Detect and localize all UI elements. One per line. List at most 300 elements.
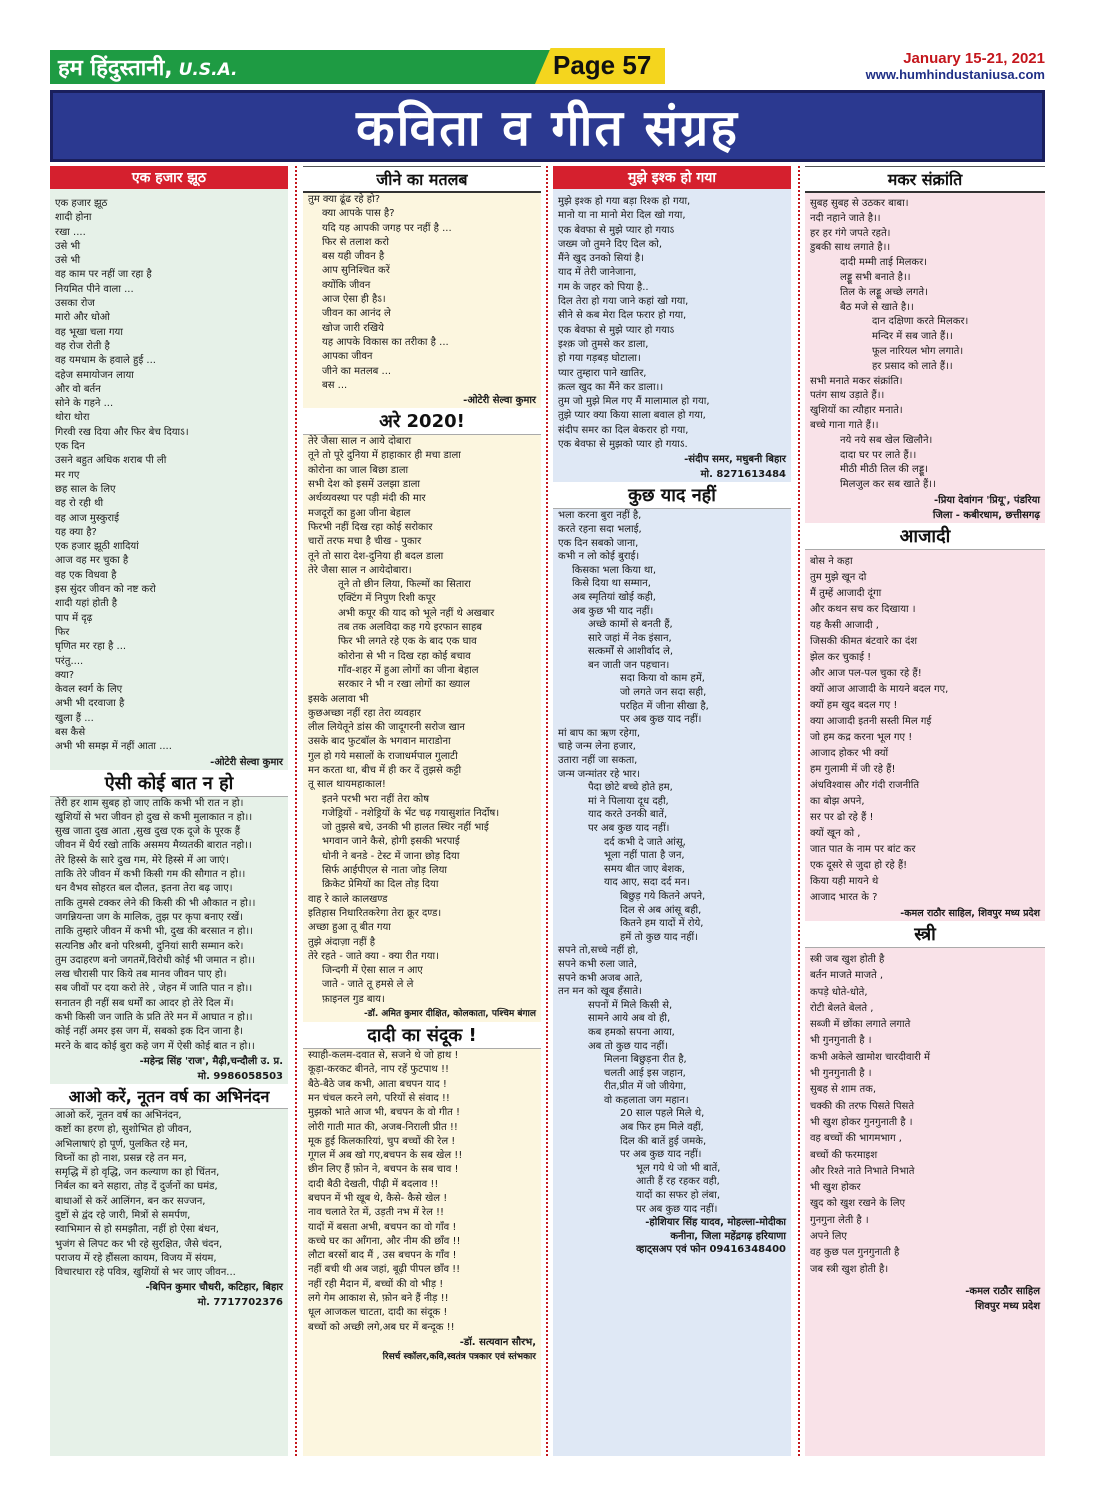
poem-line: अभी कपूर की याद को भूले नहीं थे अखबार [338, 607, 495, 619]
poem-author: -कमल राठौर साहिल [965, 1285, 1040, 1297]
poem-line: तूने तो पूरे दुनिया में हाहाकार ही मचा डाला [308, 450, 461, 462]
poem-line: क्यों हम खुद बदल गए ! [810, 699, 898, 711]
poem-line: भी खुश होकर गुनगुनाती है । [810, 1116, 913, 1128]
poem-line: लौटा बरसों बाद मैं , उस बचपन के गाँव ! [308, 1250, 457, 1262]
poem-line: कुछअच्छा नहीं रहा तेरा व्यवहार [308, 707, 421, 719]
poem-line: आजाद होकर भी क्यों [810, 747, 889, 759]
poem-line: वाह रे काले कालखण्ड [308, 893, 388, 905]
poem-line: सरकार ने भी न रखा लोगों का ख्याल [338, 679, 470, 691]
poem-author-phone: मो. 7717702376 [197, 1297, 283, 1309]
poem-line: धूल आजकल चाटता, दादी का संदूक ! [308, 1307, 448, 1319]
poem-line: आओ करें, नूतन वर्ष का अभिनंदन, [55, 1109, 182, 1121]
poem-line: तेरे रहते - जाते क्या - क्या रीत गया। [308, 950, 439, 962]
poem-author: -कमल राठौर साहिल, शिवपुर मध्य प्रदेश [900, 907, 1040, 919]
poem-line: और कथन सच कर दिखाया । [810, 603, 916, 615]
poem-line: वह यमधाम के हवाले हुई ... [55, 355, 156, 367]
poem-line: जख्म जो तुमने दिए दिल को, [558, 238, 663, 250]
poem-line: और वो बर्तन [55, 383, 101, 395]
poem-line: दादी बैठी देखती, पीढ़ी में बदलाव !! [308, 1178, 439, 1190]
poem-line: सुबह से शाम तक, [810, 1084, 877, 1096]
poem-line: लख चौरासी पार किये तब मानव जीवन पाए हो। [55, 969, 227, 981]
poem-line: पराजय में रहे हौंसला कायम, विजय में संयम, [55, 1252, 217, 1264]
issue-date: January 15-21, 2021 [903, 50, 1045, 67]
poem-are-2020 [308, 435, 536, 1022]
poem-line: तेरे जैसा साल न आयेदोबारा। [308, 564, 412, 576]
poem-line: केवल स्वर्ग के लिए [55, 684, 123, 696]
poem-line: इस सुंदर जीवन को नष्ट करो [55, 584, 156, 596]
poem-line: कोरोना का जाल बिछा डाला [308, 464, 409, 476]
poem-line: नियमित पीने वाला ... [55, 283, 134, 295]
poem-line: इतिहास निधारितकरेगा तेरा क्रूर दण्ड। [308, 907, 442, 919]
poem-line: बर्तन माजते माजते , [810, 970, 884, 982]
poem-line: चक्की की तरफ पिसते पिसते [810, 1100, 915, 1112]
poem-line: दान दक्षिणा करते मिलकर। [872, 316, 969, 328]
poem-line: मन चंचल करने लगे, परियों से संवाद !! [308, 1092, 450, 1104]
poem-line: भी गुनगुनाती है । [810, 1035, 872, 1047]
poem-line: उतारा नहीं जा सकता, [558, 755, 638, 767]
poem-line: इतने परभी भरा नहीं तेरा कोष [322, 793, 430, 805]
poem-line: जन्म जन्मांतर रहे भार। [558, 768, 640, 780]
poem-line: तुम क्या ढूंढ रहे हो? [308, 194, 381, 205]
poem-line: सोने के गहने ... [55, 398, 114, 410]
poem-line: उसे भी [55, 255, 81, 267]
poem-author: -डॉ. सत्यवान सौरभ, [459, 1336, 536, 1348]
brand-name [58, 52, 238, 82]
poem-line: सभी मनाते मकर संक्रांति। [810, 375, 903, 387]
column-divider [546, 166, 548, 1456]
column-4 [805, 166, 1045, 1456]
poem-line: सारे जहां में नेक इंसान, [588, 632, 672, 644]
poem-line: दादी मम्मी ताई मिलकर। [840, 257, 927, 269]
poem-line: खुशियों से भरा जीवन हो दुख से कभी मुलाकात न हो।। [55, 811, 253, 823]
poem-line: बन जाती जन पहचान। [588, 659, 670, 671]
poem-line: करते रहना सदा भलाई, [558, 523, 642, 535]
poem-line: खुला हैं ... [55, 712, 94, 724]
poem-line: कितने हम यादों में रोये, [620, 918, 704, 930]
poem-line: निर्बल का बने सहारा, तोड़ दें दुर्जनों का घमंड, [55, 1181, 218, 1193]
poem-line: रखा .... [55, 226, 86, 238]
brand-text: हम हिंदुस्तानी, [58, 56, 173, 81]
poem-line: सब्जी में छोंका लगाते लगाते [810, 1019, 911, 1031]
poem-makar-sankranti [810, 197, 1040, 523]
poem-line: फ़ाइनल गुड बाय। [322, 993, 385, 1005]
poem-line: उसका रोज [55, 298, 95, 310]
poem-line: गम के जहर को पिया है.. [558, 281, 649, 293]
poem-line: समृद्धि में हो वृद्धि, जन कल्याण का हो चिंतन, [55, 1167, 220, 1179]
poem-author: -प्रिया देवांगन 'प्रियू', पंडरिया [933, 494, 1040, 506]
poem-line: तूने तो सारा देश-दुनिया ही बदल डाला [308, 550, 444, 562]
poem-line: मन करता था, बीच में ही कर दें तुझसे कट्टी [308, 764, 462, 776]
poem-line: कभी न लो कोई बुराई। [558, 551, 640, 563]
column-3 [553, 166, 791, 1456]
poem-line: अर्थव्यवस्था पर पड़ी मंदी की मार [308, 493, 426, 505]
poem-line: मानो या ना मानो मेरा दिल खो गया, [558, 210, 686, 222]
poem-line: एक हजार झूठ [55, 198, 108, 209]
poem-line: तेरी हर शाम सुबह हो जाए ताकि कभी भी रात न हो। [55, 797, 244, 809]
poem-line: यदि यह आपकी जगह पर नहीं है ... [322, 222, 452, 234]
poem-line: खुशियों का त्यौहार मनाते। [810, 405, 903, 417]
poem-line: जिसकी कीमत बंटवारे का दंश [810, 635, 918, 647]
poem-line: मर गए [55, 469, 80, 481]
poem-line: अब फिर हम मिले वहीं, [620, 1122, 704, 1134]
poem-jeene-ka-matlab [308, 193, 536, 408]
poem-line: सुबह सुबह से उठकर बाबा। [810, 198, 909, 209]
poem-line: तिल के लड्डू अच्छे लगते। [840, 286, 928, 298]
poem-title: जीने का मतलब [303, 166, 541, 193]
poem-line: मन्दिर में सब जाते हैं।। [872, 331, 953, 343]
poem-line: गुल हो गये मसालों के राजाधर्मपाल गुलाटी [308, 750, 458, 762]
poem-line: चारों तरफ मचा है चीख - पुकार [308, 536, 422, 548]
poem-koi-baat [55, 797, 283, 1084]
poem-line: तुम उदाहरण बनो जगतमें,विरोधी कोई भी जमात न हो।। [55, 954, 255, 966]
poem-line: क्या? [55, 669, 75, 681]
poem-line: गजेड्रियों - नशेड्रियों के भेंट चढ़ गयासुशांत निर्दोष। [322, 807, 500, 819]
poem-line: फिर से तलाश करो [322, 236, 389, 248]
poem-line: मिलजुल कर सब खाते हैं।। [840, 479, 936, 491]
poem-line: वो कहलाता जग महान। [604, 1094, 689, 1106]
poem-line: मीठी मीठी तिल की लड्डू। [840, 464, 928, 476]
poem-line: सपने कभी रुला जाते, [558, 958, 638, 970]
poem-line: सुख जाता दुख आता ,सुख दुख एक दूजे के पूरक हैं [55, 826, 241, 838]
poem-line: लड्डू सभी बनाते है।। [840, 271, 911, 283]
poem-line: किसका भला किया था, [572, 564, 657, 576]
poem-line: वह बच्चों की भागमभाग , [810, 1133, 902, 1145]
poem-line: एक हजार झूठी शादियां [55, 541, 139, 553]
poem-line: छह साल के लिए [55, 483, 116, 495]
poem-author: -ओटेरी सेल्वा कुमार [463, 395, 536, 407]
poem-line: फिरभी नहीं दिख रहा कोई सरोकार [308, 521, 433, 533]
poem-line: मूक हुई किलकारियां, चुप बच्चों की रेल ! [308, 1135, 456, 1147]
poem-line: आजाद भारत के ? [810, 891, 878, 903]
poem-author: -महेन्द्र सिंह 'राज', मैढ़ी,चन्दौली उ. प्र. [139, 1055, 283, 1067]
poem-line: शादी होना [55, 212, 92, 224]
poem-line: हमें तो कुछ याद नहीं। [620, 931, 698, 943]
poem-line: जगन्नियन्ता जग के मालिक, तुझ पर कृपा बनाए रखें। [55, 911, 243, 923]
poem-line: क्या आजादी इतनी सस्ती मिल गई [810, 715, 932, 727]
poem-line: जो लगते जन सदा सही, [620, 687, 707, 699]
poem-stree [810, 952, 1040, 1314]
poem-line: उसने बहुत अधिक शराब पी ली [55, 455, 167, 467]
poem-line: कच्चे घर का आँगना, और नीम की छाँव !! [308, 1235, 461, 1247]
poem-title: मुझे इश्क हो गया [553, 166, 791, 189]
poem-line: बस ... [322, 379, 348, 391]
poem-line: बैठे-बैठे जब कभी, आता बचपन याद ! [308, 1078, 447, 1090]
poem-line: सभी देश को इसमें उलझा डाला [308, 479, 421, 491]
poem-line: कष्टों का हरण हो, सुशोभित हो जीवन, [55, 1124, 192, 1136]
poem-line: स्याही-कलम-दवात से, सजने थे जो हाथ ! [308, 1050, 459, 1062]
poem-line: क़त्ल खुद का मैंने कर डाला।। [558, 381, 664, 393]
poem-line: नाव चलाते रेत में, उड़ती नभ में रेल !! [308, 1207, 445, 1219]
brand-suffix: U.S.A. [178, 60, 238, 80]
poem-line: ताकि तुम्हारे जीवन में कभी भी, दुख की बरसात न हो।। [55, 926, 253, 938]
poem-line: भुजंग से लिपट कर भी रहे सुरक्षित, जैसे चंदन, [55, 1238, 223, 1250]
poem-line: तुम मुझे खून दो [810, 571, 867, 583]
poem-line: जीने का मतलब ... [322, 365, 392, 377]
poem-line: उसके बाद फुटबॉल के भगवान माराडोना [308, 736, 451, 748]
poem-line: अब तो कुछ याद नहीं। [588, 1040, 668, 1052]
poem-line: सत्कर्मों से आशीर्वाद ले, [588, 646, 674, 658]
poem-author-detail: जिला - कबीरधाम, छत्तीसगढ़ [932, 509, 1040, 521]
poem-nutan-varsh [55, 1109, 283, 1311]
poem-author: -ओटेरी सेल्वा कुमार [210, 756, 283, 768]
poem-line: मारो और धोओ [55, 312, 110, 324]
poem-line: का बोझ अपने, [810, 795, 865, 807]
poem-line: नये नये सब खेल खिलौने। [840, 434, 933, 446]
poem-line: अंधविश्वास और गंदी राजनीति [810, 779, 920, 791]
poem-line: जीवन में धैर्य रखो ताकि असमय मैय्यतकी बारात नहो।। [55, 840, 252, 852]
poem-line: छीन लिए हैं फ़ोन ने, बचपन के सब चाव ! [308, 1164, 459, 1176]
poem-line: वह आज मुस्कुराई [55, 512, 120, 524]
section-banner [50, 90, 1045, 162]
poem-title: मकर संक्रांति [805, 166, 1045, 193]
poem-line: और रिश्ते नाते निभाते निभाते [810, 1165, 915, 1177]
poem-line: बैठ मजे से खाते है।। [840, 301, 914, 313]
poem-line: विघ्नों का हो नाश, प्रसन्न रहे तन मन, [55, 1152, 187, 1164]
poem-line: जाते - जाते तू हमसे ले ले [322, 979, 414, 991]
poem-line: यह कैसी आजादी , [810, 619, 879, 631]
website-link[interactable]: www.humhindustaniusa.com [865, 67, 1045, 82]
poem-author-phone: मो. 9986058503 [197, 1070, 283, 1082]
poem-line: वह कुछ पल गुनगुनाती है [810, 1247, 900, 1259]
poem-line: ताकि तेरे जीवन में कभी किसी गम की सौगात न हो।। [55, 869, 246, 881]
poem-line: तूने तो छीन लिया, फिल्मों का सितारा [338, 579, 471, 591]
poem-line: स्वाभिमान से हो समझौता, नहीं हो ऐसा बंधन, [55, 1224, 219, 1236]
poem-line: हम गुलामी में जी रहे हैं! [810, 763, 896, 775]
poem-line: चलती आई इस जहान, [604, 1067, 686, 1079]
poem-line: गुनगुना लेती है । [810, 1214, 869, 1226]
poem-line: तब तक अलविदा कह गये इरफान साहब [338, 622, 482, 634]
poem-dadi-sandook [308, 1049, 536, 1365]
poem-line: दुष्टों से द्वंद रहे जारी, मित्रों से समर्पण, [55, 1210, 191, 1221]
poem-line: रीत,प्रीत में जो जीयेगा, [604, 1081, 687, 1093]
poem-title: आओ करें, नूतन वर्ष का अभिनंदन [50, 1084, 288, 1109]
poem-line: कोई नहीं अमर इस जग में, सबको इक दिन जाना है। [55, 1026, 244, 1038]
poem-line: दादा घर पर लाते हैं।। [840, 449, 917, 461]
poem-line: दहेज समायोजन लाया [55, 369, 134, 381]
poem-line: पाप में दृढ़ [55, 612, 93, 624]
column-1 [50, 166, 288, 1456]
poem-line: घृणित मर रहा है ... [55, 641, 127, 653]
poem-line: झेल कर चुकाई ! [810, 651, 872, 663]
poem-line: सनातन ही नहीं सब धर्मों का आदर हो तेरे दिल में। [55, 997, 234, 1009]
poem-line: पर अब कुछ याद नहीं। [588, 823, 670, 834]
poem-line: एक बेवफा से मुझको प्यार हो गयाऽ. [558, 439, 688, 451]
poem-line: कपड़े धोते-धोते, [810, 986, 868, 998]
poem-line: क्योंकि जीवन [322, 279, 371, 291]
poem-line: बस यही जीवन है [322, 251, 385, 263]
poem-line: बचपन में भी खूब थे, कैसे- कैसे खेल ! [308, 1193, 448, 1204]
poem-line: भूला नहीं पाता है जन, [604, 850, 685, 862]
poem-line: पतंग साथ उड़ाते हैं।। [810, 390, 885, 402]
poem-line: इश्क़ जो तुमसे कर डाला, [558, 338, 649, 350]
poem-title: दादी का संदूक ! [303, 1022, 541, 1049]
poem-line: भगवान जाने कैसे, होगी इसकी भरपाई [322, 836, 460, 848]
poem-line: नहीं रही मैदान में, बच्चों की वो भीड़ ! [308, 1278, 444, 1290]
poem-aazadi [810, 554, 1040, 921]
poem-line: तू साल थायमहाकाल! [308, 779, 386, 791]
poem-line: याद में तेरी जानेजाना, [558, 267, 637, 279]
section-title: कविता व गीत संग्रह [356, 99, 739, 157]
poem-title: एक हजार झूठ [50, 166, 288, 189]
poem-line: समय बीत जाए बेशक, [604, 863, 685, 875]
poem-line: कभी किसी जन जाति के प्रति तेरे मन में आघात न हो।। [55, 1012, 253, 1024]
poem-line: हो गया गड़बड़ घोटाला। [558, 353, 641, 365]
poem-line: आती हैं रह रहकर वही, [636, 1176, 720, 1188]
poem-line: सत्यनिष्ठ और बनो परिश्रमी, दुनियां सारी सम्मान करे। [55, 940, 244, 952]
poem-line: एक बेवफा से मुझे प्यार हो गयाऽ [558, 224, 675, 236]
poem-line: क्रिकेट प्रेमियों का दिल तोड़ दिया [322, 879, 439, 891]
poem-line: जब स्त्री खुश होती है। [810, 1263, 889, 1275]
poem-line: पर अब कुछ याद नहीं। [620, 714, 702, 726]
poem-line: डुबकी साथ लगाते है।। [810, 242, 891, 254]
poem-line: एक दूसरे से जुदा हो रहे हैं! [810, 859, 908, 871]
poem-line: एक बेवफा से मुझे प्यार हो गयाऽ [558, 324, 675, 336]
column-divider [798, 166, 800, 1456]
poem-line: भी गुनगुनाती है । [810, 1068, 872, 1080]
poem-line: अच्छा हुआ तू बीत गया [308, 922, 391, 934]
poem-line: दिल की बातें हुई जमके, [620, 1135, 707, 1147]
poem-line: 20 साल पहले मिले थे, [620, 1108, 705, 1120]
poem-line: फिर [55, 626, 70, 638]
poem-line: सीने से कब मेरा दिल फरार हो गया, [558, 310, 687, 322]
poem-line: सदा किया वो काम हमें, [620, 673, 705, 685]
poem-line: मां ने पिलाया दूध दही, [588, 795, 669, 807]
poem-line: वह एक विधवा है [55, 569, 117, 581]
poem-line: क्यों आज आजादी के मायने बदल गए, [810, 683, 949, 695]
poem-line: तुम जो मुझे मिल गए मैं मालामाल हो गया, [558, 396, 710, 408]
poem-line: भी खुश होकर [810, 1182, 861, 1194]
poem-line: यादों का सफर हो लंबा, [636, 1190, 720, 1202]
poem-line: मां बाप का ऋण रहेगा, [558, 727, 641, 739]
poem-line: लील लियेतूने डांस की जादूगरनी सरोज खान [308, 722, 465, 734]
poem-line: वह काम पर नहीं जा रहा है [55, 269, 152, 281]
poem-line: लोरी गाती मात की, अजब-निराली प्रीत !! [308, 1121, 458, 1133]
poem-line: जिन्दगी में ऐसा साल न आए [322, 965, 423, 977]
poem-author-phone: व्हाट्सअप एवं फोन 09416348400 [636, 1244, 786, 1256]
poem-line: संदीप समर का दिल बेकरार हो गया, [558, 424, 689, 436]
poem-ishq-ho-gaya [558, 195, 786, 482]
poem-line: गूगल में अब खो गए,बचपन के सब खेल !! [308, 1150, 463, 1162]
poem-line: इसके अलावा भी [308, 693, 369, 705]
poem-author: -होशियार सिंह यादव, मोहल्ला-मोदीका [645, 1217, 786, 1229]
poem-kuch-yaad [558, 509, 786, 1257]
poem-line: यह क्या है? [55, 526, 97, 538]
poem-line: गिरवी रख दिया और फिर बेच दियाऽ। [55, 426, 189, 438]
poem-line: याद आए, सदा दर्द मन। [604, 877, 690, 889]
poem-line: तेरे हिस्से के सारे दुख गम, मेरे हिस्से में आ जाएं। [55, 854, 229, 866]
poem-line: आज वह मर चुका है [55, 555, 129, 567]
poem-title: ऐसी कोई बात न हो [50, 770, 288, 797]
poem-line: गाँव-शहर में हुआ लोगों का जीना बेहाल [338, 664, 479, 676]
poem-line: सर पर ढो रहे हैं ! [810, 811, 874, 823]
poem-author-detail: रिसर्च स्कॉलर,कवि,स्वतंत्र पत्रकार एवं स्तंभकार [382, 1351, 536, 1362]
poem-line: बच्चों को अच्छी लगे,अब घर में बन्दूक !! [308, 1321, 455, 1333]
poem-line: पैदा छोटे बच्चे होते हम, [588, 782, 673, 794]
poem-line: दर्द कभी दे जाते आंसू, [604, 836, 686, 848]
poem-line: क्या आपके पास है? [322, 208, 395, 220]
poem-author: -बिपिन कुमार चौधरी, कटिहार, बिहार [145, 1282, 283, 1294]
poem-line: किसे दिया था सम्मान, [572, 578, 651, 590]
poem-line: हर प्रसाद को लाते हैं।। [872, 360, 953, 372]
poem-line: परंतु.... [55, 655, 84, 667]
poem-line: और आज पल-पल चुका रहे हैं! [810, 667, 922, 679]
poem-line: विचारधारा रहे पवित्र, खुशियों से भर जाए जीवन... [55, 1267, 236, 1279]
poem-line: बच्चे गाना गाते हैं।। [810, 419, 879, 431]
poem-line: यह आपके विकास का तरीका है ... [322, 336, 449, 348]
poem-line: सिर्फ आईपीएल से नाता जोड़ लिया [322, 865, 447, 877]
column-2 [303, 166, 541, 1456]
poem-line: मरने के बाद कोई बुरा कहे जग में ऐसी कोई बात न हो।। [55, 1040, 255, 1052]
poem-line: नहीं बची थी अब जहां, बूढ़ी पीपल छाँव !! [308, 1264, 461, 1276]
poem-line: नदी नहाने जाते है।। [810, 212, 881, 224]
poem-title: स्त्री [805, 921, 1045, 948]
column-divider [295, 166, 297, 1456]
poem-title: आजादी [805, 523, 1045, 550]
poem-line: वह रो रही थी [55, 498, 104, 510]
poem-line: परहित में जीना सीखा है, [620, 700, 709, 712]
poem-author: -डॉ. अमित कुमार दीक्षित, कोलकाता, पश्चिम बंगाल [363, 1009, 536, 1020]
poem-line: आज ऐसा ही हैऽ। [322, 294, 386, 306]
poem-line: अब स्मृतियां खोई कही, [572, 591, 656, 603]
poem-line: उसे भी [55, 240, 81, 252]
poem-line: अभिलाषाएं हो पूर्ण, पुलकित रहे मन, [55, 1138, 188, 1150]
poem-line: बोस ने कहा [810, 555, 853, 567]
poem-title: कुछ याद नहीं [553, 482, 791, 509]
poem-line: पर अब कुछ याद नहीं। [636, 1203, 718, 1215]
poem-line: आपका जीवन [322, 351, 373, 363]
poem-line: तुझे अंदाज़ा नहीं है [308, 936, 376, 948]
poem-line: धोनी ने बनडे - टेस्ट में जाना छोड़ दिया [322, 850, 460, 862]
poem-line: एक दिन सबको जाना, [558, 537, 639, 549]
poem-line: याद करते उनकी बातें, [588, 809, 668, 821]
poem-line: एक दिन [55, 441, 85, 453]
poem-line: बिछुड़ गये कितने अपने, [620, 890, 706, 902]
poem-line: फिर भी लगते रहे एक के बाद एक घाव [338, 636, 477, 648]
poem-line: बच्चों की फरमाइश [810, 1149, 878, 1161]
poem-line: मुझको भाते आज भी, बचपन के वो गीत ! [308, 1107, 461, 1119]
poem-line: चाहे जन्म लेना हजार, [558, 741, 636, 753]
poem-line: ताकि तुमसे टक्कर लेने की किसी की भी औकात न हो।। [55, 897, 256, 909]
poem-line: प्यार तुम्हारा पाने खातिर, [558, 367, 647, 379]
poem-line: लगे गेम आकाश से, फ़ोन बने हैं नीड़ !! [308, 1293, 449, 1305]
poem-line: खुद को खुश रखने के लिए [810, 1198, 906, 1210]
poem-line: वह भूखा चला गया [55, 326, 123, 338]
poem-line: अब कुछ भी याद नहीं। [572, 605, 654, 617]
poem-line: सपनों में मिले किसी से, [588, 999, 673, 1011]
poem-line: जो तुझसे बचे, उनकी भी हालत स्थिर नहीं भाई [322, 822, 489, 834]
poem-line: खोज जारी रखिये [322, 322, 384, 334]
poem-line: मैं तुम्हें आजादी दूंगा [810, 587, 882, 599]
poem-line: बाधाओं से करें आलिंगन, बन कर सज्जन, [55, 1195, 206, 1207]
poem-line: तेरे जैसा साल न आये दोबारा [308, 436, 412, 448]
poem-line: धन वैभव सोहरत बल दौलत, इतना तेरा बढ़ जाए। [55, 883, 233, 895]
poem-line: अच्छे कामों से बनती हैं, [588, 619, 673, 631]
poem-line: मैंने खुद उनको सियां है। [558, 253, 644, 265]
poem-line: यादों में बसता अभी, बचपन का वो गाँव ! [308, 1221, 457, 1233]
poem-line: जात पात के नाम पर बांट कर [810, 843, 916, 855]
poem-line: दिल तेरा हो गया जाने कहां खो गया, [558, 296, 689, 308]
poem-line: भूल गये थे जो भी बातें, [636, 1162, 721, 1174]
poem-line: अभी भी दरवाजा है [55, 698, 125, 710]
page-number: Page 57 [553, 50, 652, 80]
poem-line: स्त्री जब खुश होती है [810, 953, 885, 965]
poem-line: किया यही मायने थे [810, 875, 879, 887]
poem-hazar-jhooth [55, 197, 283, 770]
poem-line: जो हम कद्र करना भूल गए ! [810, 731, 913, 743]
poem-line: पर अब कुछ याद नहीं। [620, 1149, 702, 1161]
poem-line: सपने कभी अजब आते, [558, 972, 643, 984]
poem-line: भला करना बुरा नहीं है, [558, 510, 642, 522]
